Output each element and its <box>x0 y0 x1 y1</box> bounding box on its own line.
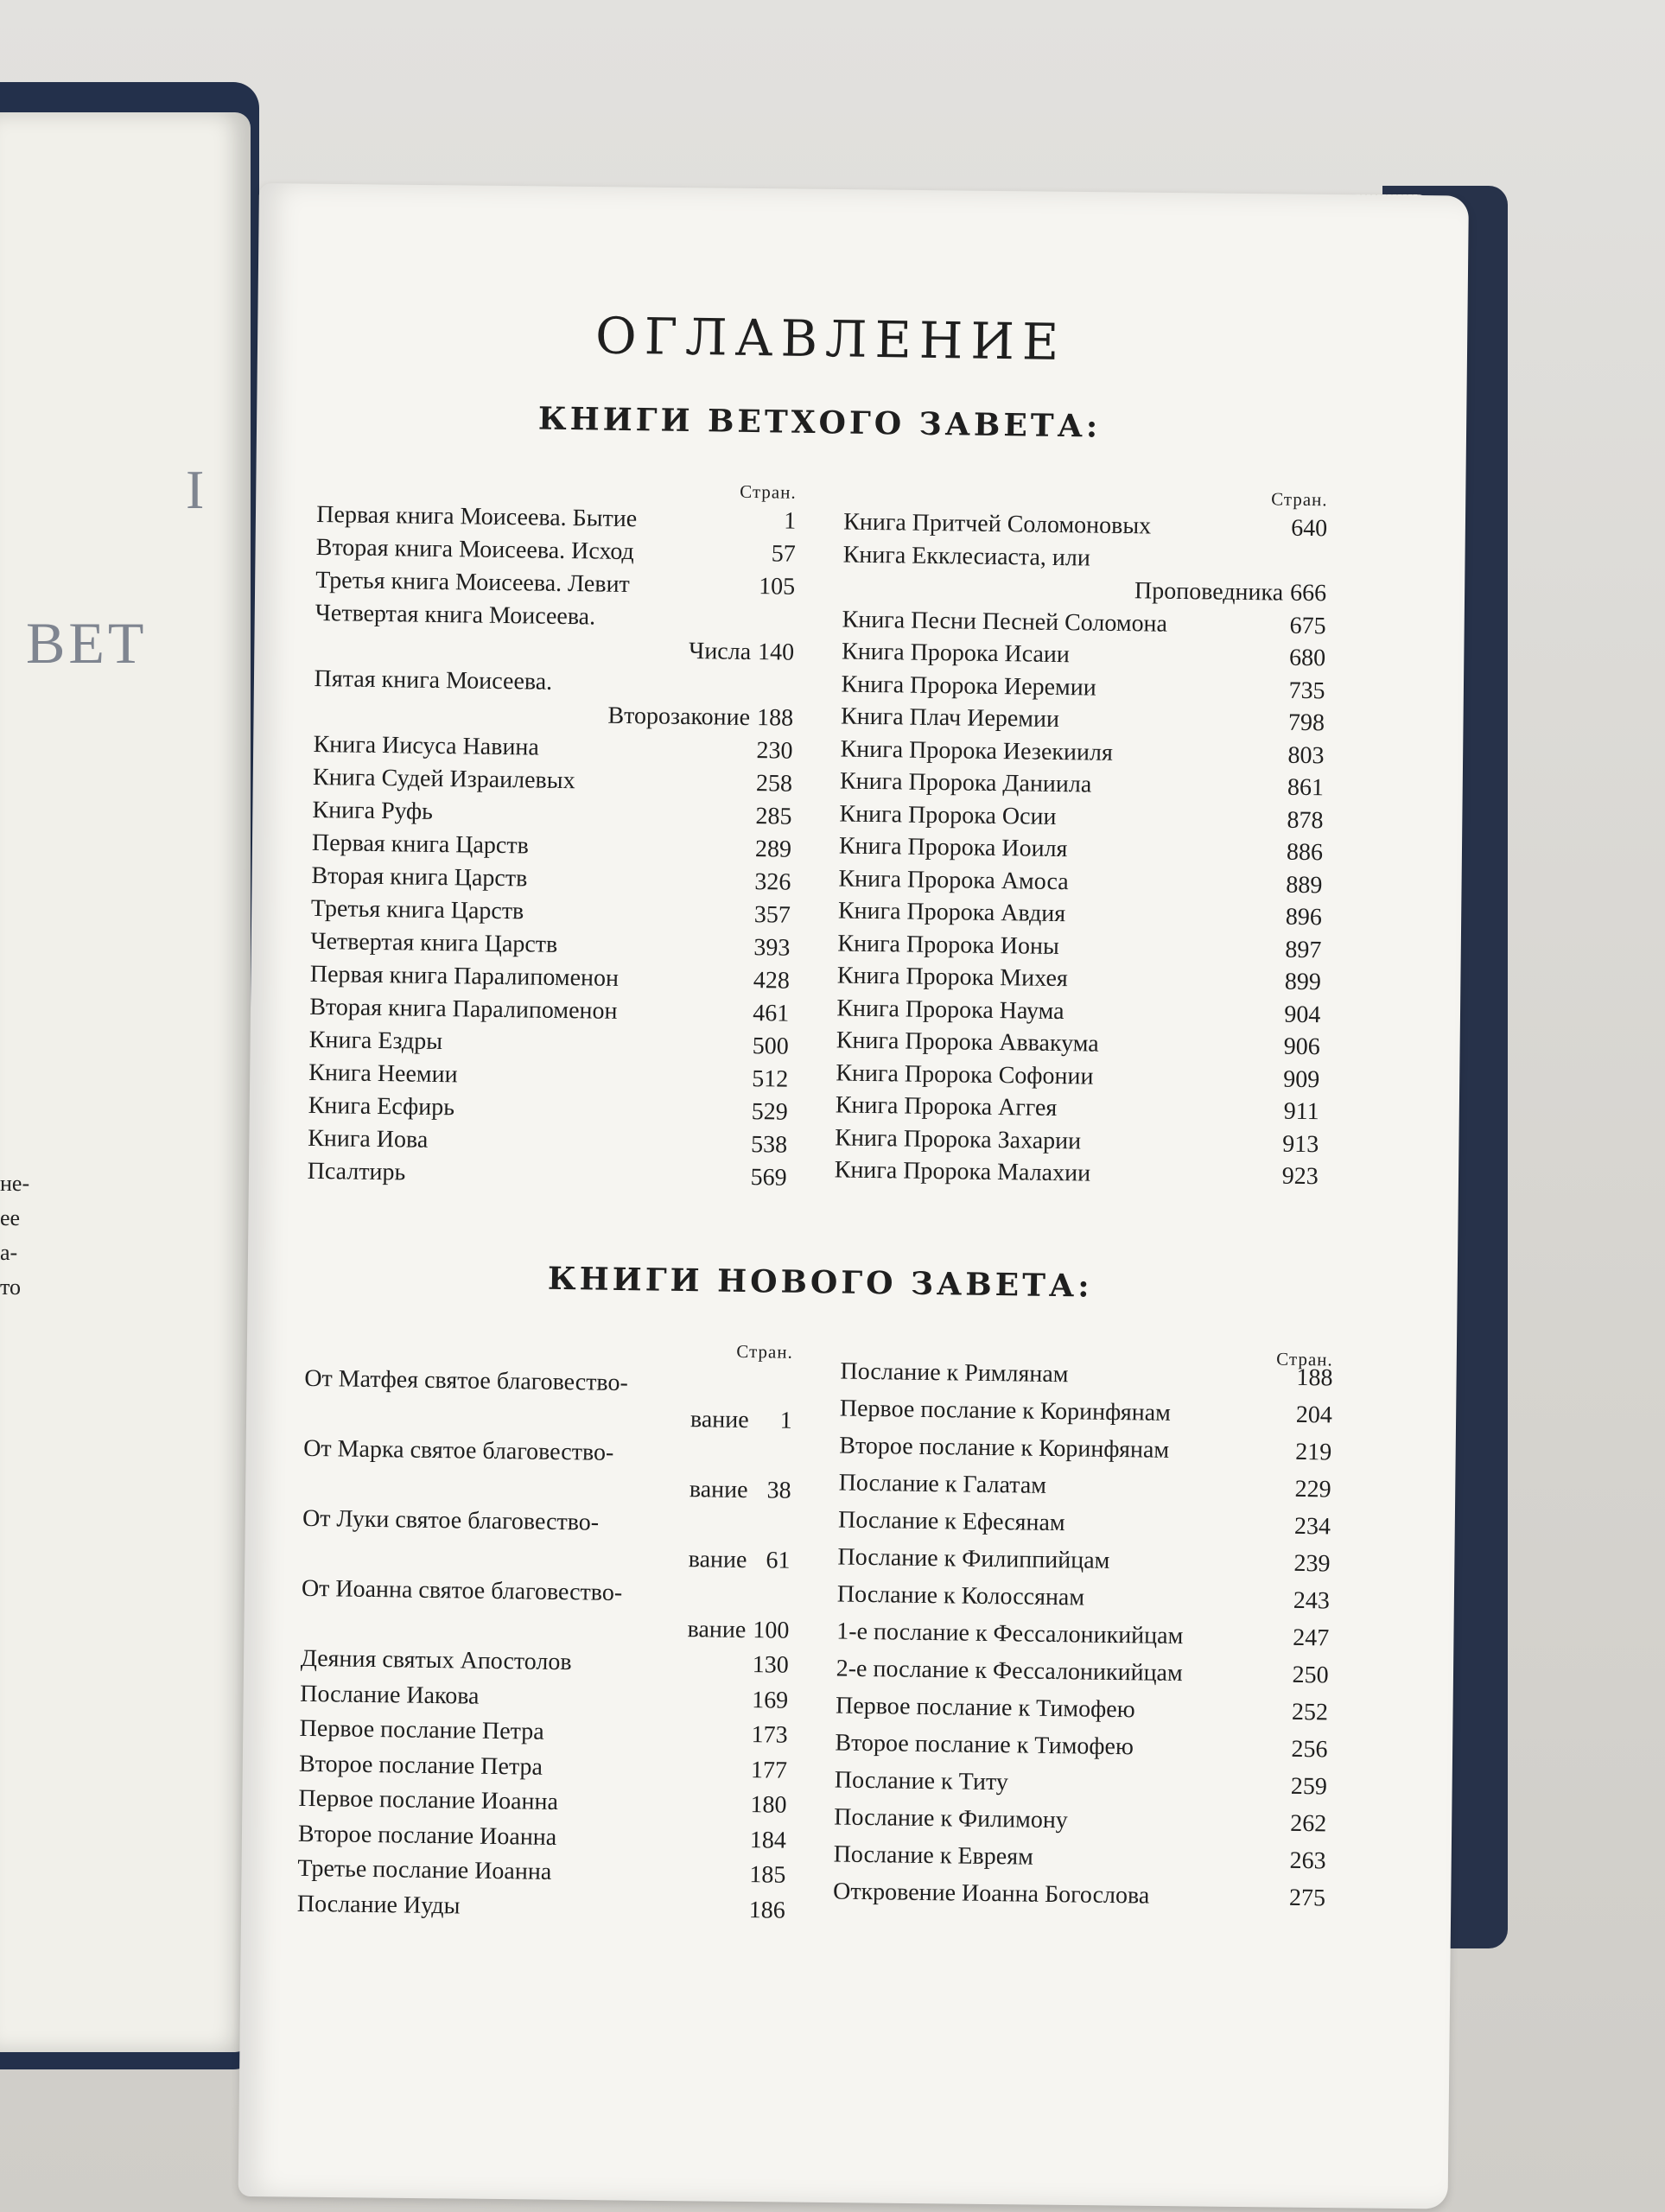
toc-entry <box>840 1395 1333 1437</box>
toc-entry <box>835 1729 1328 1770</box>
left-page-text-line: а- <box>0 1240 18 1265</box>
toc-entry <box>307 1158 786 1198</box>
toc-entry-title: Второе послание Петра <box>298 1750 543 1781</box>
toc-entry-title: Второзаконие <box>607 702 751 732</box>
toc-entry <box>834 1156 1318 1196</box>
toc-entry-page: 428 <box>753 967 791 995</box>
toc-entry-title: вание <box>690 1405 749 1433</box>
toc-entry-page: 289 <box>754 836 792 863</box>
toc-entry-title: Книга Пророка Ионы <box>837 929 1060 960</box>
toc-entry-page: 357 <box>753 901 791 929</box>
toc-entry-title: Второе послание к Тимофею <box>835 1729 1134 1761</box>
toc-entry <box>838 1507 1331 1548</box>
toc-entry-page: 896 <box>1285 903 1323 931</box>
toc-entry <box>833 1878 1326 1919</box>
toc-entry-page: 909 <box>1283 1065 1320 1093</box>
toc-entry-title: Книга Пророка Исаии <box>841 638 1071 669</box>
toc-entry-title: Деяния святых Апостолов <box>300 1644 572 1676</box>
toc-entry-title: Книга Пророка Захарии <box>835 1123 1082 1154</box>
toc-entry-title: Книга Иисуса Навина <box>313 730 540 761</box>
toc-entry-page: 899 <box>1284 968 1322 996</box>
toc-entry-page: 680 <box>1288 644 1326 672</box>
toc-entry-page: 188 <box>1296 1363 1333 1392</box>
toc-entry-title: Книга Пророка Даниила <box>839 767 1092 798</box>
toc-entry-page: 735 <box>1288 677 1325 704</box>
toc-entry <box>836 1656 1329 1697</box>
toc-entry-page: 184 <box>749 1826 787 1854</box>
toc-entry-page: 130 <box>752 1651 789 1679</box>
toc-entry <box>837 1581 1331 1623</box>
toc-entry-page: 906 <box>1283 1033 1321 1061</box>
toc-entry-title: От Иоанна святое благовество- <box>301 1574 623 1607</box>
toc-entry-title: Книга Пророка Аввакума <box>836 1027 1099 1058</box>
toc-entry <box>836 1692 1329 1733</box>
toc-entry-title: Книга Песни Песней Соломона <box>842 605 1168 638</box>
toc-entry-title: Книга Ездры <box>308 1026 443 1056</box>
toc-entry <box>837 1544 1331 1586</box>
toc-entry-page: 640 <box>1290 514 1328 543</box>
toc-entry-page: 140 <box>757 639 795 666</box>
toc-entry-page: 393 <box>753 934 791 962</box>
page-column-label: Стран. <box>1276 1348 1333 1370</box>
toc-entry-title: Книга Неемии <box>308 1058 458 1089</box>
toc-entry-title: Послание к Филимону <box>834 1803 1069 1834</box>
toc-entry-title: Книга Пророка Иоиля <box>838 832 1068 863</box>
toc-entry-page: 500 <box>752 1033 789 1060</box>
toc-entry-page: 803 <box>1287 741 1325 769</box>
toc-entry-page: 529 <box>751 1098 788 1126</box>
toc-entry-page: 204 <box>1295 1401 1333 1429</box>
toc-entry-title: Книга Пророка Малахии <box>834 1156 1091 1187</box>
toc-entry <box>840 1358 1333 1400</box>
toc-entry <box>835 1766 1328 1808</box>
toc-entry-page: 252 <box>1291 1698 1329 1726</box>
toc-entry-page: 230 <box>756 737 793 765</box>
toc-entry-page: 247 <box>1293 1624 1330 1652</box>
page-column-label: Стран. <box>736 1340 793 1363</box>
toc-entry-title: Книга Руфь <box>312 796 434 825</box>
toc-entry-page: 897 <box>1285 936 1322 963</box>
toc-entry-page: 169 <box>751 1686 789 1714</box>
toc-entry-page: 256 <box>1291 1735 1328 1764</box>
toc-entry <box>297 1890 786 1931</box>
toc-entry-page: 173 <box>751 1721 788 1749</box>
toc-entry-title: От Марка святое благовество- <box>302 1434 614 1466</box>
toc-entry-page: 258 <box>755 770 793 798</box>
toc-entry-page: 675 <box>1289 612 1326 639</box>
toc-entry <box>839 1433 1332 1474</box>
toc-entry-title: вание <box>687 1615 747 1643</box>
toc-entry <box>834 1803 1327 1845</box>
toc-entry-title: Книга Пророка Осии <box>839 799 1057 830</box>
toc-entry-title: Послание Иуды <box>296 1890 461 1919</box>
toc-entry-title: Книга Пророка Иезекииля <box>840 734 1114 766</box>
toc-entry-page: 61 <box>766 1546 791 1574</box>
toc-entry-page: 57 <box>771 540 796 568</box>
toc-entry-title: От Матфея святое благовество- <box>304 1364 628 1397</box>
toc-entry-title: Первое послание к Коринфянам <box>839 1395 1172 1427</box>
toc-entry-title: Вторая книга Моисеева. Исход <box>315 533 635 566</box>
left-page-fragment: I <box>186 459 205 520</box>
toc-entry-page: 461 <box>753 1000 790 1027</box>
toc-entry-page: 243 <box>1293 1586 1331 1615</box>
toc-entry-title: Книга Пророка Михея <box>836 962 1068 993</box>
page-column-label: Стран. <box>740 480 797 503</box>
toc-entry-title: Книга Плач Иеремии <box>840 702 1060 733</box>
toc-entry-page: 904 <box>1284 1001 1321 1028</box>
toc-entry-title: Послание Иакова <box>300 1680 480 1710</box>
page-title: ОГЛАВЛЕНИЕ <box>594 306 1067 372</box>
toc-entry-page: 538 <box>750 1131 788 1159</box>
toc-entry-title: Первая книга Моисеева. Бытие <box>316 500 638 533</box>
toc-entry-page: 219 <box>1295 1438 1332 1466</box>
toc-entry-page: 666 <box>1289 579 1327 607</box>
toc-entry-title: Послание к Ефесянам <box>837 1506 1065 1537</box>
toc-entry-title: Второе послание к Коринфянам <box>839 1432 1170 1464</box>
toc-entry-title: Книга Притчей Соломоновых <box>843 508 1152 540</box>
toc-entry-page: 259 <box>1290 1772 1328 1801</box>
toc-entry-page: 861 <box>1287 773 1325 802</box>
toc-entry <box>838 1470 1331 1511</box>
left-page-text-line: не- <box>0 1171 30 1196</box>
toc-entry-page: 229 <box>1294 1475 1331 1503</box>
toc-entry-title: вание <box>688 1545 747 1573</box>
toc-entry-title: Третья книга Моисеева. Левит <box>315 566 631 599</box>
toc-entry-title: 1-е послание к Фессалоникийцам <box>836 1618 1184 1650</box>
toc-entry-page: 911 <box>1283 1097 1319 1126</box>
toc-entry-title: Вторая книга Царств <box>311 861 528 893</box>
toc-entry-title: Книга Пророка Авдия <box>837 897 1066 928</box>
toc-entry-title: Псалтирь <box>307 1157 406 1186</box>
toc-entry-page: 1 <box>784 507 797 535</box>
toc-entry-title: Третье послание Иоанна <box>297 1854 552 1885</box>
toc-entry-page: 285 <box>755 803 792 830</box>
toc-entry-page: 569 <box>750 1164 787 1192</box>
toc-entry <box>836 1618 1330 1660</box>
toc-entry-title: Первая книга Царств <box>311 829 530 860</box>
toc-entry-title: Книга Екклесиаста, или <box>842 540 1091 571</box>
toc-entry-page: 180 <box>750 1791 787 1819</box>
section-title-old-testament: КНИГИ ВЕТХОГО ЗАВЕТА: <box>537 400 1102 445</box>
toc-entry-title: Книга Судей Израилевых <box>312 763 575 795</box>
toc-entry-page: 188 <box>756 704 794 732</box>
toc-entry-page: 512 <box>752 1065 789 1093</box>
toc-entry-title: Пятая книга Моисеева. <box>314 664 553 696</box>
toc-entry-title: Книга Пророка Софонии <box>836 1058 1094 1090</box>
toc-entry-title: Книга Пророка Аггея <box>835 1091 1058 1122</box>
left-page-text-line: то <box>0 1274 22 1300</box>
toc-entry <box>833 1840 1326 1882</box>
toc-entry-page: 878 <box>1287 806 1324 834</box>
toc-entry-title: Послание к Титу <box>834 1766 1009 1796</box>
toc-entry-page: 326 <box>754 868 791 896</box>
toc-entry-page: 177 <box>750 1756 788 1784</box>
toc-entry-title: Первое послание к Тимофею <box>835 1692 1135 1724</box>
toc-entry-title: Послание к Евреям <box>833 1840 1034 1871</box>
toc-entry-page: 100 <box>753 1616 790 1644</box>
toc-entry-title: Книга Есфирь <box>308 1091 455 1122</box>
toc-entry-title: Второе послание Иоанна <box>297 1820 557 1851</box>
toc-entry-title: Книга Пророка Иеремии <box>841 670 1096 702</box>
toc-entry-page: 186 <box>748 1896 786 1924</box>
toc-entry-title: Числа <box>688 638 752 666</box>
toc-entry-title: Послание к Римлянам <box>840 1357 1069 1389</box>
toc-entry-title: Четвертая книга Моисеева. <box>315 599 596 631</box>
toc-entry-page: 38 <box>766 1476 791 1504</box>
toc-entry-title: вание <box>689 1475 748 1503</box>
toc-entry-page: 275 <box>1288 1884 1326 1912</box>
toc-entry-title: Вторая книга Паралипоменон <box>309 993 618 1025</box>
page-column-label: Стран. <box>1271 488 1328 511</box>
left-page <box>0 112 251 2052</box>
toc-entry-title: Послание к Филиппийцам <box>837 1543 1110 1574</box>
toc-entry-page: 798 <box>1287 709 1325 737</box>
toc-entry-page: 889 <box>1286 871 1323 899</box>
toc-entry-page: 923 <box>1281 1162 1319 1191</box>
toc-entry-title: Послание к Галатам <box>838 1469 1047 1499</box>
toc-entry-title: Первое послание Петра <box>299 1714 544 1745</box>
toc-entry-page: 1 <box>779 1407 792 1434</box>
toc-entry-title: Послание к Колоссянам <box>836 1580 1085 1611</box>
toc-entry-page: 263 <box>1289 1847 1326 1875</box>
toc-entry-title: Первая книга Паралипоменон <box>309 960 620 992</box>
toc-entry-page: 262 <box>1290 1809 1327 1838</box>
toc-entry-page: 234 <box>1293 1512 1331 1541</box>
toc-entry-title: Проповедника <box>1134 577 1284 607</box>
toc-entry-title: От Луки святое благовество- <box>302 1504 600 1536</box>
toc-entry-page: 185 <box>749 1861 786 1889</box>
left-page-fragment: ВЕТ <box>26 610 148 676</box>
section-title-new-testament: КНИГИ НОВОГО ЗАВЕТА: <box>547 1260 1093 1305</box>
toc-entry-title: Книга Пророка Амоса <box>838 864 1069 895</box>
toc-entry-title: Откровение Иоанна Богослова <box>832 1878 1150 1910</box>
toc-entry-page: 105 <box>758 573 796 601</box>
toc-entry-page: 913 <box>1282 1130 1319 1158</box>
toc-entry-title: Книга Пророка Наума <box>836 994 1064 1025</box>
toc-entry-title: 2-е послание к Фессалоникийцам <box>836 1655 1183 1688</box>
toc-entry-title: Четвертая книга Царств <box>310 927 558 958</box>
toc-entry-page: 886 <box>1286 838 1324 867</box>
toc-entry-title: Третья книга Царств <box>310 894 524 925</box>
left-page-text-line: ее <box>0 1205 21 1230</box>
toc-entry-page: 239 <box>1293 1549 1331 1578</box>
toc-entry-title: Книга Иова <box>307 1124 429 1154</box>
toc-entry-page: 250 <box>1292 1661 1329 1689</box>
toc-entry-title: Первое послание Иоанна <box>298 1784 559 1816</box>
